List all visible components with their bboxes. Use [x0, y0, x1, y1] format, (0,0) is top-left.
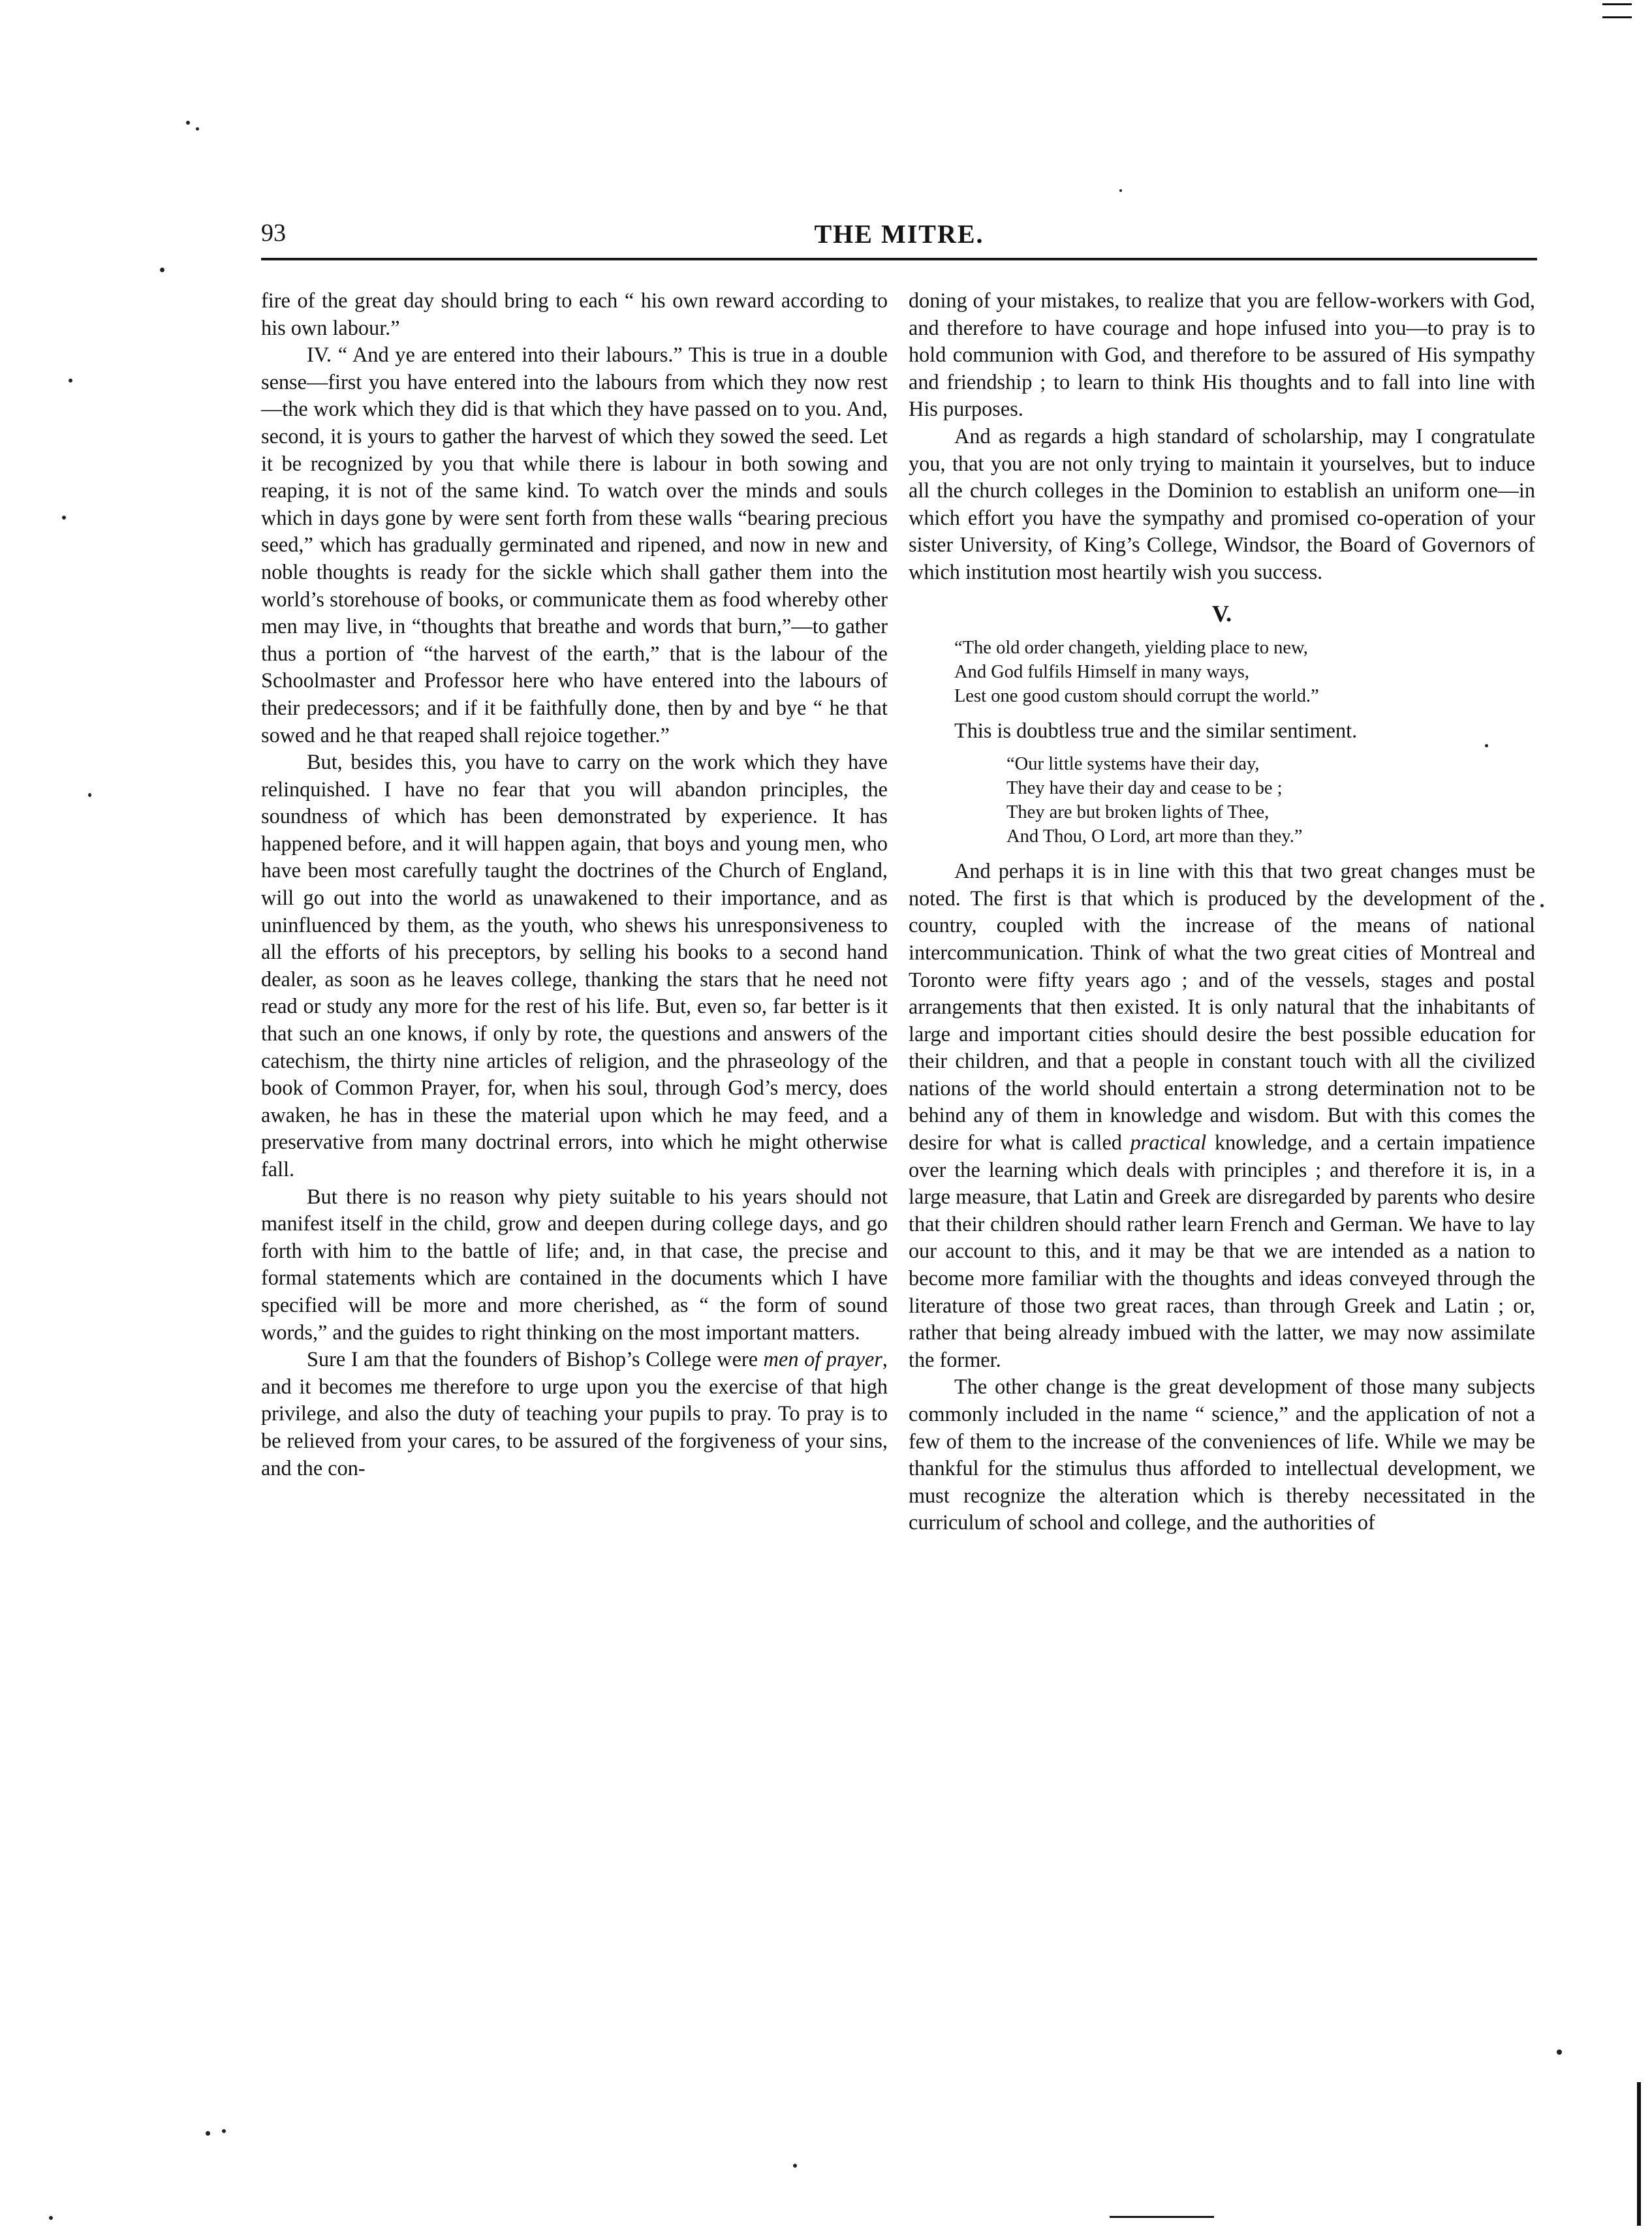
scan-edge-mark: [1637, 2082, 1641, 2226]
page-number: 93: [261, 219, 286, 247]
paragraph: But, besides this, you have to carry on the work which they have relinquished. I have no fear that you will abandon principles, the soundness of which has been demonstrated by experience. It has happened before, and it will happen again, that boys and young men, who have been most carefully taught the doctrines of the Church of England, will go out into the world as unawakened to their importance, and as uninfluenced by them, as the youth, who shews his unresponsiveness to all the efforts of his preceptors, by selling his books to a second hand dealer, as soon as he leaves college, thanking the stars that he need not read or study any more for the rest of his life. But, even so, far better is it that such an one knows, if only by rote, the questions and answers of the catechism, the thirty nine articles of religion, and the phraseology of the book of Common Prayer, for, when his soul, through God’s mercy, does awaken, he has in these the material upon which he may feed, and a preservative from many doctrinal errors, into which he might otherwise fall.: [261, 750, 888, 1181]
scan-speck: [186, 121, 190, 125]
text-run: knowledge, and a certain impatience over the learning which deals with principles ; and therefore it is, in a large measure, that Latin and Greek are disregarded by parents who desire that their children should rather learn French and German. We have to lay our account to this, and it may be that we are intended as a nation to become more familiar with the thoughts and ideas conveyed through the literature of those two great races, than through Greek and Latin ; or, rather that being already imbued with the latter, we may now assimilate the former.: [909, 1130, 1535, 1371]
verse-line: “Our little systems have their day,: [1006, 754, 1260, 775]
scan-edge-mark: [1602, 16, 1632, 18]
verse-quotation: [909, 752, 1535, 849]
verse-quotation: [909, 636, 1535, 708]
scan-speck: [88, 793, 91, 797]
bridge-sentence: This is doubtless true and the similar sentiment.: [954, 718, 1358, 742]
verse-line: They are but broken lights of Thee,: [1006, 802, 1270, 823]
text-run: Sure I am that the founders of Bishop’s College were: [307, 1347, 764, 1371]
paragraph: IV. “ And ye are entered into their labours.” This is true in a double sense—first you have entered into the labours from which they now rest—the work which they did is that which they have passed on to you. And, second, it is yours to gather the harvest of which they sowed the seed. Let it be recognized by you that while there is labour in both sowing and reaping, it is not of the same kind. To watch over the minds and souls which in days gone by were sent forth from these walls “bearing precious seed,” which has gradually germinated and ripened, and now in new and noble thoughts is ready for the sickle which shall gather them into the world’s storehouse of books, or communicate them as food whereby other men may live, in “thoughts that breathe and words that burn,”—to gather thus a portion of “the harvest of the earth,” that is the labour of the Schoolmaster and Professor here who have entered into the labours of their predecessors; and if it be faithfully done, then by and bye “ he that sowed and he that reaped shall rejoice together.”: [261, 343, 888, 747]
paragraph: But there is no reason why piety suitable to his years should not manifest itself in the child, grow and deepen during college days, and go forth with him to the battle of life; and, in that case, the precise and formal statements which are contained in the documents which I have specified will be more and more cherished, as “ the form of sound words,” and the guides to right thinking on the most important matters.: [261, 1184, 888, 1344]
paragraph: doning of your mistakes, to realize that you are fellow-workers with God, and therefore to have courage and hope infused into you—to pray is to hold communion with God, and therefore to be assured of His sympathy and friendship ; to learn to think His thoughts and to fall into line with His purposes.: [909, 288, 1535, 421]
paragraph: And as regards a high standard of scholarship, may I congratulate you, that you are not only trying to maintain it yourselves, but to induce all the church colleges in the Dominion to establish an uniform one—in which effort you have the sympathy and promised co-operation of your sister University, of King’s College, Windsor, the Board of Governors of which institution most heartily wish you success.: [909, 424, 1535, 584]
paragraph: The other change is the great development of those many subjects commonly included in the name “ science,” and the application of not a few of them to the increase of the conveniences of life. While we may be thankful for the stimulus thus afforded to intellectual development, we must recognize the alteration which is thereby necessitated in the curriculum of school and college, and the authorities of: [909, 1375, 1535, 1535]
italic-phrase: men of prayer: [763, 1347, 882, 1371]
scan-speck: [222, 2129, 226, 2133]
scan-speck: [1485, 744, 1488, 747]
scan-speck: [69, 379, 72, 382]
section-heading: V.: [1211, 600, 1232, 627]
right-column: [909, 287, 1535, 1536]
paragraph: fire of the great day should bring to each “ his own reward according to his own labour.”: [261, 288, 888, 339]
running-title: THE MITRE.: [814, 219, 984, 249]
text-run: And perhaps it is in line with this that two great changes must be noted. The first is that which is produced by the development of the country, coupled with the increase of the means of national intercommunication. Think of what the two great cities of Montreal and Toronto were fifty years ago ; and of the vessels, stages and postal arrangements that then existed. It is only natural that the inhabitants of large and important cities should desire the best possible education for their children, and that a people in constant touch with all the civilized nations of the world should entertain a strong determination not to be behind any of them in knowledge and wisdom. But with this comes the desire for what is called: [909, 859, 1535, 1155]
scan-speck: [196, 127, 199, 131]
scan-speck: [160, 268, 164, 272]
scan-speck: [793, 2164, 797, 2168]
verse-line: Lest one good custom should corrupt the world.”: [954, 685, 1319, 706]
scan-speck: [206, 2131, 210, 2136]
text-run: , and it becomes me therefore to urge upon you the exercise of that high privilege, and also the duty of teaching your pupils to pray. To pray is to be relieved from your cares, to be assured of the forgiveness of your sins, and the con-: [261, 1347, 888, 1480]
paragraph: [261, 1346, 888, 1482]
scan-speck: [62, 516, 66, 520]
verse-line: They have their day and cease to be ;: [1006, 778, 1283, 799]
scan-edge-mark: [1110, 2216, 1214, 2218]
scan-edge-mark: [1602, 3, 1632, 5]
scan-speck: [1557, 2050, 1562, 2055]
verse-line: And God fulfils Himself in many ways,: [954, 661, 1249, 682]
verse-line: “The old order changeth, yielding place to new,: [954, 637, 1308, 658]
paragraph: [909, 858, 1535, 1373]
scan-speck: [1119, 189, 1122, 192]
italic-word: practical: [1130, 1130, 1207, 1155]
scan-speck: [49, 2216, 53, 2220]
left-column: [261, 287, 888, 1482]
scan-speck: [1540, 904, 1544, 907]
verse-line: And Thou, O Lord, art more than they.”: [1006, 826, 1303, 847]
page-header: [261, 219, 1537, 260]
